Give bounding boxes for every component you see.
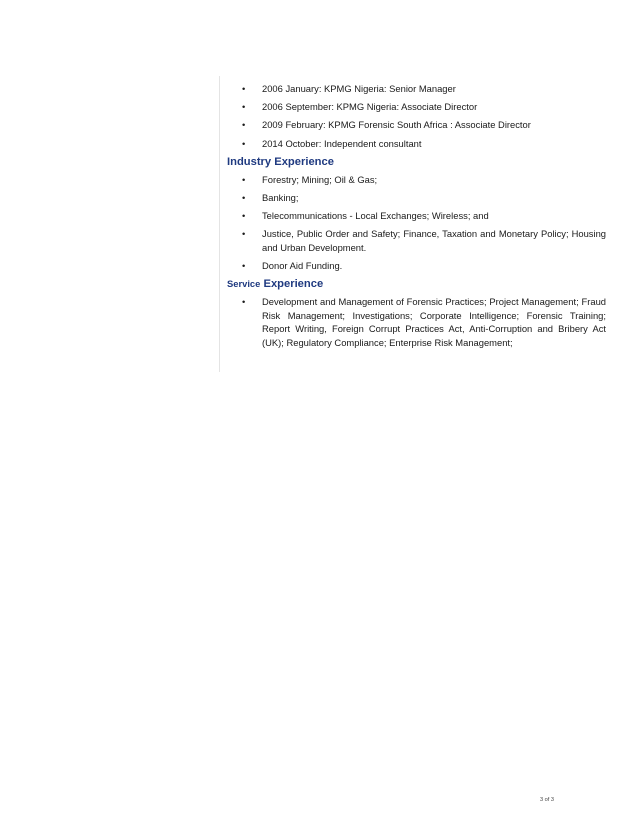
list-item: • 2006 September: KPMG Nigeria: Associate Director xyxy=(242,101,478,113)
service-experience-list xyxy=(227,295,606,349)
bullet-icon: • xyxy=(242,173,246,185)
bullet-icon: • xyxy=(242,101,246,113)
service-heading-main: Experience xyxy=(263,278,324,291)
bullet-icon: • xyxy=(242,296,246,308)
bullet-icon: • xyxy=(242,119,246,131)
list-item: • Telecommunications - Local Exchanges; Wireless; and xyxy=(242,210,489,222)
industry-experience-list xyxy=(227,173,606,273)
bullet-icon: • xyxy=(242,228,246,240)
career-history-list xyxy=(227,82,606,150)
left-margin-rule xyxy=(219,76,220,372)
bullet-icon: • xyxy=(242,191,246,203)
list-item: • 2009 February: KPMG Forensic South Africa : Associate Director xyxy=(242,119,531,131)
service-heading-prefix: Service xyxy=(227,278,261,290)
page-number: 3 of 3 xyxy=(540,797,554,803)
list-item: • Development and Management of Forensic Practices; Project Management; Fraud Risk Management; Investigations; Corporate Intelligence; Forensic Training; Report Writing, Foreign Corrupt Practices Act, Anti-Corruption and Bribery Act (UK); Regulatory Compliance; Enterprise Risk Management; xyxy=(242,296,606,349)
list-item: • Banking; xyxy=(242,191,299,203)
list-item: • 2014 October: Independent consultant xyxy=(242,137,422,149)
bullet-icon: • xyxy=(242,210,246,222)
bullet-icon: • xyxy=(242,260,246,272)
service-experience-heading xyxy=(227,277,606,291)
bullet-icon: • xyxy=(242,137,246,149)
list-item: • Donor Aid Funding. xyxy=(242,260,343,272)
list-item: • Justice, Public Order and Safety; Finance, Taxation and Monetary Policy; Housing and Urban Development. xyxy=(242,228,606,253)
industry-experience-heading: Industry Experience xyxy=(227,155,334,168)
bullet-icon: • xyxy=(242,83,246,94)
list-item: • Forestry; Mining; Oil & Gas; xyxy=(242,173,378,185)
list-item: • 2006 January: KPMG Nigeria: Senior Manager xyxy=(242,83,456,94)
resume-page-content xyxy=(227,82,606,354)
